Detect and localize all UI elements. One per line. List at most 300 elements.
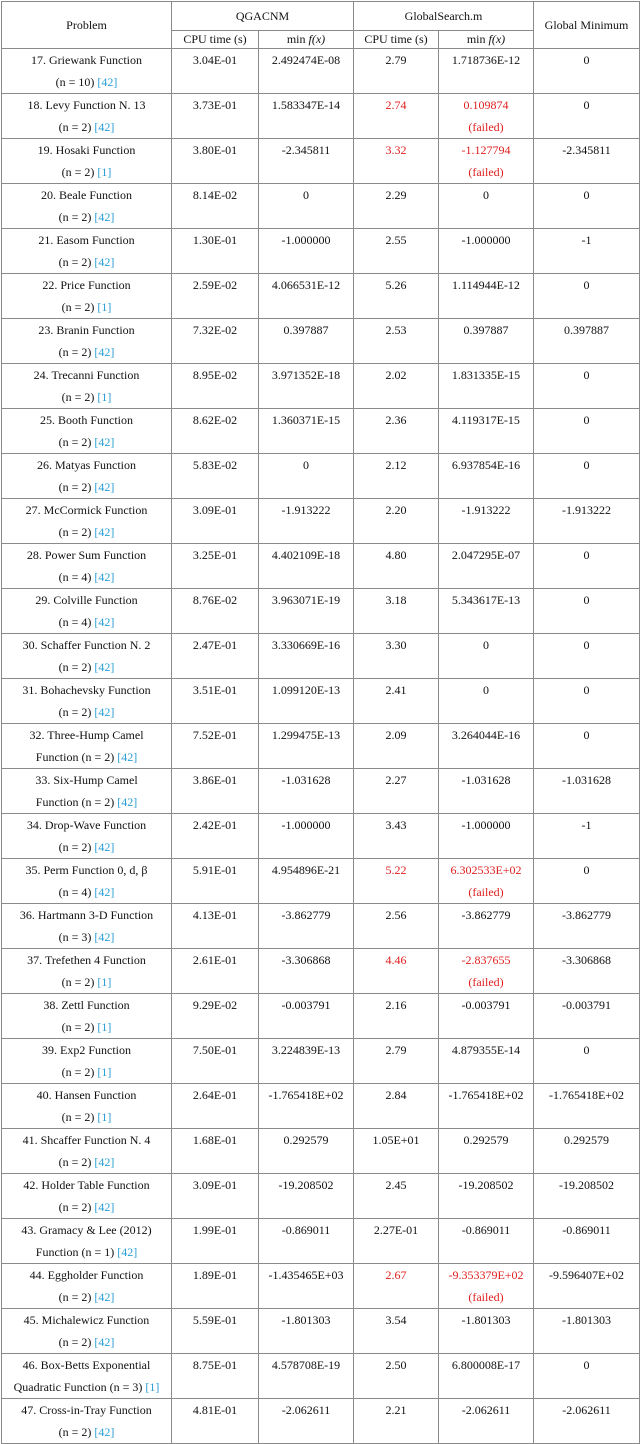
globalsearch-cpu-cell: 2.02 — [354, 364, 439, 409]
global-minimum-cell: -3.862779 — [534, 904, 640, 949]
qgacnm-cpu-cell: 2.61E-01 — [172, 949, 259, 994]
problem-dimension: Function (n = 2) — [35, 795, 118, 809]
problem-cell — [2, 139, 172, 184]
problem-name: 41. Shcaffer Function N. 4 — [22, 1133, 151, 1147]
qgacnm-min-cell: -0.003791 — [259, 994, 354, 1039]
globalsearch-min-value: -1.000000 — [461, 233, 511, 247]
problem-name: 18. Levy Function N. 13 — [27, 98, 146, 112]
citation-link[interactable]: [1] — [97, 1065, 112, 1079]
table-row — [2, 1354, 640, 1399]
global-minimum-cell: 0 — [534, 589, 640, 634]
globalsearch-min-value: 0.397887 — [463, 323, 509, 337]
problem-dimension: (n = 2) — [58, 840, 95, 854]
qgacnm-min-cell: 1.583347E-14 — [259, 94, 354, 139]
problem-cell — [2, 1219, 172, 1264]
qgacnm-min-cell: 0.292579 — [259, 1129, 354, 1174]
globalsearch-min-value: -2.837655 — [461, 953, 511, 967]
qgacnm-min-cell: -1.031628 — [259, 769, 354, 814]
globalsearch-min-cell — [439, 139, 534, 184]
globalsearch-min-value: 6.937854E-16 — [451, 458, 521, 472]
problem-dimension: (n = 2) — [61, 300, 98, 314]
table-row — [2, 544, 640, 589]
table-row — [2, 1264, 640, 1309]
globalsearch-min-cell — [439, 1399, 534, 1444]
problem-name: 24. Trecanni Function — [33, 368, 140, 382]
problem-dimension: (n = 10) — [55, 75, 98, 89]
globalsearch-min-value: 0.292579 — [463, 1133, 509, 1147]
header-problem: Problem — [2, 2, 172, 49]
problem-dimension: (n = 2) — [58, 660, 95, 674]
globalsearch-min-cell — [439, 319, 534, 364]
global-minimum-cell: 0 — [534, 544, 640, 589]
results-body — [2, 49, 640, 1444]
qgacnm-cpu-cell: 1.30E-01 — [172, 229, 259, 274]
problem-cell — [2, 769, 172, 814]
problem-cell — [2, 724, 172, 769]
qgacnm-min-cell: -1.000000 — [259, 229, 354, 274]
globalsearch-cpu-cell: 2.36 — [354, 409, 439, 454]
globalsearch-min-value: -1.031628 — [461, 773, 511, 787]
qgacnm-min-cell: -3.306868 — [259, 949, 354, 994]
citation-link[interactable]: [42] — [117, 795, 138, 809]
globalsearch-min-value: -2.062611 — [461, 1403, 511, 1417]
failed-label: (failed) — [468, 885, 504, 899]
problem-cell — [2, 1129, 172, 1174]
citation-link[interactable]: [42] — [94, 1425, 115, 1439]
globalsearch-cpu-cell: 5.26 — [354, 274, 439, 319]
globalsearch-min-cell — [439, 994, 534, 1039]
problem-name: 38. Zettl Function — [43, 998, 130, 1012]
global-minimum-cell: -1 — [534, 814, 640, 859]
problem-name: 42. Holder Table Function — [23, 1178, 150, 1192]
citation-link[interactable]: [1] — [97, 975, 112, 989]
globalsearch-min-value: -0.003791 — [461, 998, 511, 1012]
problem-dimension: (n = 3) — [58, 930, 95, 944]
qgacnm-min-cell: -1.801303 — [259, 1309, 354, 1354]
global-minimum-cell: -1.031628 — [534, 769, 640, 814]
qgacnm-min-cell: 4.402109E-18 — [259, 544, 354, 589]
globalsearch-min-cell — [439, 634, 534, 679]
qgacnm-min-cell: 3.330669E-16 — [259, 634, 354, 679]
problem-dimension: (n = 2) — [61, 390, 98, 404]
problem-name: 37. Trefethen 4 Function — [27, 953, 146, 967]
problem-name: 25. Booth Function — [39, 413, 133, 427]
citation-link[interactable]: [42] — [94, 840, 115, 854]
table-row — [2, 319, 640, 364]
problem-dimension: (n = 2) — [58, 210, 95, 224]
problem-dimension: (n = 2) — [58, 255, 95, 269]
citation-link[interactable]: [42] — [117, 750, 138, 764]
problem-dimension: (n = 2) — [58, 1155, 95, 1169]
table-row — [2, 814, 640, 859]
globalsearch-cpu-cell: 2.20 — [354, 499, 439, 544]
table-row — [2, 499, 640, 544]
problem-cell — [2, 409, 172, 454]
problem-name: 32. Three-Hump Camel — [29, 728, 144, 742]
qgacnm-min-cell: -0.869011 — [259, 1219, 354, 1264]
globalsearch-min-cell — [439, 679, 534, 724]
citation-link[interactable]: [1] — [97, 1110, 112, 1124]
globalsearch-min-cell — [439, 94, 534, 139]
problem-name: 40. Hansen Function — [36, 1088, 137, 1102]
global-minimum-cell: -1.913222 — [534, 499, 640, 544]
table-row — [2, 1219, 640, 1264]
table-row — [2, 679, 640, 724]
citation-link[interactable]: [42] — [94, 930, 115, 944]
table-row — [2, 1399, 640, 1444]
global-minimum-cell: 0 — [534, 184, 640, 229]
problem-dimension: (n = 2) — [58, 1425, 95, 1439]
qgacnm-min-cell: 0 — [259, 184, 354, 229]
globalsearch-cpu-cell: 2.09 — [354, 724, 439, 769]
global-minimum-cell: 0 — [534, 679, 640, 724]
citation-link[interactable]: [1] — [97, 300, 112, 314]
qgacnm-min-cell: -1.765418E+02 — [259, 1084, 354, 1129]
problem-dimension: (n = 4) — [58, 615, 95, 629]
globalsearch-min-value: -1.801303 — [461, 1313, 511, 1327]
globalsearch-min-value: 6.800008E-17 — [451, 1358, 521, 1372]
problem-cell — [2, 1264, 172, 1309]
table-row — [2, 229, 640, 274]
globalsearch-cpu-cell: 3.32 — [354, 139, 439, 184]
globalsearch-cpu-cell: 2.21 — [354, 1399, 439, 1444]
qgacnm-min-cell: -2.345811 — [259, 139, 354, 184]
globalsearch-min-cell — [439, 769, 534, 814]
qgacnm-cpu-cell: 4.81E-01 — [172, 1399, 259, 1444]
table-row — [2, 634, 640, 679]
qgacnm-cpu-cell: 3.09E-01 — [172, 1174, 259, 1219]
globalsearch-cpu-cell: 2.29 — [354, 184, 439, 229]
problem-name: 21. Easom Function — [38, 233, 135, 247]
globalsearch-min-cell — [439, 1219, 534, 1264]
globalsearch-min-value: 6.302533E+02 — [450, 863, 522, 877]
globalsearch-min-value: 4.879355E-14 — [451, 1043, 521, 1057]
table-row — [2, 769, 640, 814]
header-global-minimum: Global Minimum — [534, 2, 640, 49]
table-row — [2, 859, 640, 904]
citation-link[interactable]: [42] — [94, 885, 115, 899]
globalsearch-cpu-cell: 3.18 — [354, 589, 439, 634]
global-minimum-cell: -0.003791 — [534, 994, 640, 1039]
global-minimum-cell: -1.765418E+02 — [534, 1084, 640, 1129]
qgacnm-min-cell: 3.963071E-19 — [259, 589, 354, 634]
problem-dimension: (n = 2) — [58, 1290, 95, 1304]
globalsearch-cpu-cell: 2.27 — [354, 769, 439, 814]
global-minimum-cell: 0 — [534, 94, 640, 139]
globalsearch-min-cell — [439, 364, 534, 409]
globalsearch-min-cell — [439, 1309, 534, 1354]
global-minimum-cell: 0 — [534, 634, 640, 679]
table-row — [2, 1309, 640, 1354]
citation-link[interactable]: [1] — [97, 1020, 112, 1034]
globalsearch-min-value: -19.208502 — [458, 1178, 514, 1192]
min-label: min — [286, 32, 309, 46]
problem-dimension: (n = 2) — [58, 525, 95, 539]
problem-cell — [2, 454, 172, 499]
globalsearch-min-cell — [439, 544, 534, 589]
problem-dimension: (n = 2) — [61, 1020, 98, 1034]
table-row — [2, 589, 640, 634]
problem-name: 27. McCormick Function — [25, 503, 148, 517]
qgacnm-min-cell: -3.862779 — [259, 904, 354, 949]
problem-name: 17. Griewank Function — [31, 53, 142, 67]
table-row — [2, 454, 640, 499]
qgacnm-min-cell: 2.492474E-08 — [259, 49, 354, 94]
globalsearch-cpu-cell: 3.30 — [354, 634, 439, 679]
qgacnm-min-cell: -1.435465E+03 — [259, 1264, 354, 1309]
citation-link[interactable]: [42] — [94, 660, 115, 674]
globalsearch-min-value: -1.127794 — [461, 143, 511, 157]
globalsearch-min-value: 0 — [483, 188, 489, 202]
citation-link[interactable]: [42] — [117, 1245, 138, 1259]
qgacnm-min-cell: 0 — [259, 454, 354, 499]
problem-cell — [2, 859, 172, 904]
citation-link[interactable]: [42] — [94, 345, 115, 359]
globalsearch-min-cell — [439, 229, 534, 274]
table-row — [2, 724, 640, 769]
globalsearch-min-value: 1.718736E-12 — [451, 53, 521, 67]
globalsearch-min-value: -1.765418E+02 — [448, 1088, 524, 1102]
citation-link[interactable]: [1] — [145, 1380, 160, 1394]
globalsearch-cpu-cell: 2.74 — [354, 94, 439, 139]
subheader-qgacnm-min — [259, 31, 354, 49]
citation-link[interactable]: [42] — [94, 1200, 115, 1214]
problem-dimension: (n = 2) — [61, 1065, 98, 1079]
qgacnm-cpu-cell: 3.09E-01 — [172, 499, 259, 544]
globalsearch-cpu-cell: 2.67 — [354, 1264, 439, 1309]
qgacnm-cpu-cell: 7.52E-01 — [172, 724, 259, 769]
citation-link[interactable]: [42] — [94, 570, 115, 584]
qgacnm-cpu-cell: 8.14E-02 — [172, 184, 259, 229]
problem-name: 47. Cross-in-Tray Function — [21, 1403, 152, 1417]
qgacnm-cpu-cell: 1.89E-01 — [172, 1264, 259, 1309]
globalsearch-min-value: 0 — [483, 638, 489, 652]
qgacnm-min-cell: 1.099120E-13 — [259, 679, 354, 724]
globalsearch-min-value: 3.264044E-16 — [451, 728, 521, 742]
table-row — [2, 184, 640, 229]
globalsearch-min-value: -1.913222 — [461, 503, 511, 517]
problem-dimension: (n = 2) — [58, 480, 95, 494]
problem-cell — [2, 184, 172, 229]
table-row — [2, 1129, 640, 1174]
globalsearch-min-value: 0.109874 — [463, 98, 509, 112]
globalsearch-min-value: 2.047295E-07 — [451, 548, 521, 562]
problem-dimension: (n = 2) — [58, 120, 95, 134]
header-qgacnm: QGACNM — [172, 2, 354, 31]
problem-name: 29. Colville Function — [35, 593, 138, 607]
problem-dimension: (n = 2) — [58, 1200, 95, 1214]
problem-cell — [2, 634, 172, 679]
globalsearch-cpu-cell: 4.46 — [354, 949, 439, 994]
subheader-globalsearch-min — [439, 31, 534, 49]
problem-cell — [2, 274, 172, 319]
globalsearch-min-value: 4.119317E-15 — [452, 413, 520, 427]
problem-cell — [2, 544, 172, 589]
qgacnm-min-cell: -1.000000 — [259, 814, 354, 859]
qgacnm-min-cell: 4.954896E-21 — [259, 859, 354, 904]
problem-cell — [2, 589, 172, 634]
table-row — [2, 949, 640, 994]
problem-dimension: (n = 2) — [58, 435, 95, 449]
citation-link[interactable]: [42] — [94, 120, 115, 134]
citation-link[interactable]: [42] — [94, 525, 115, 539]
globalsearch-min-cell — [439, 1039, 534, 1084]
globalsearch-cpu-cell: 2.79 — [354, 49, 439, 94]
qgacnm-cpu-cell: 8.62E-02 — [172, 409, 259, 454]
globalsearch-min-cell — [439, 1264, 534, 1309]
table-row — [2, 994, 640, 1039]
failed-label: (failed) — [468, 165, 504, 179]
global-minimum-cell: -19.208502 — [534, 1174, 640, 1219]
problem-dimension: (n = 2) — [58, 705, 95, 719]
globalsearch-min-cell — [439, 859, 534, 904]
globalsearch-min-cell — [439, 274, 534, 319]
problem-cell — [2, 1039, 172, 1084]
globalsearch-min-value: 5.343617E-13 — [451, 593, 521, 607]
globalsearch-min-value: 1.114944E-12 — [452, 278, 520, 292]
problem-cell — [2, 904, 172, 949]
globalsearch-min-cell — [439, 589, 534, 634]
citation-link[interactable]: [1] — [97, 390, 112, 404]
problem-name: 20. Beale Function — [41, 188, 132, 202]
qgacnm-cpu-cell: 8.95E-02 — [172, 364, 259, 409]
global-minimum-cell: 0 — [534, 364, 640, 409]
problem-name: 31. Bohachevsky Function — [22, 683, 151, 697]
citation-link[interactable]: [42] — [94, 1335, 115, 1349]
qgacnm-cpu-cell: 2.47E-01 — [172, 634, 259, 679]
failed-label: (failed) — [468, 975, 504, 989]
qgacnm-cpu-cell: 3.51E-01 — [172, 679, 259, 724]
qgacnm-cpu-cell: 8.75E-01 — [172, 1354, 259, 1399]
problem-cell — [2, 814, 172, 859]
qgacnm-cpu-cell: 2.64E-01 — [172, 1084, 259, 1129]
citation-link[interactable]: [42] — [94, 1290, 115, 1304]
problem-cell — [2, 994, 172, 1039]
globalsearch-min-cell — [439, 454, 534, 499]
problem-name: 35. Perm Function 0, d, β — [25, 863, 148, 877]
qgacnm-min-cell: 1.360371E-15 — [259, 409, 354, 454]
table-row — [2, 274, 640, 319]
citation-link[interactable]: [42] — [94, 1155, 115, 1169]
qgacnm-min-cell: 1.299475E-13 — [259, 724, 354, 769]
globalsearch-min-cell — [439, 814, 534, 859]
globalsearch-cpu-cell: 2.16 — [354, 994, 439, 1039]
qgacnm-min-cell: 4.578708E-19 — [259, 1354, 354, 1399]
problem-cell — [2, 1399, 172, 1444]
citation-link[interactable]: [42] — [97, 75, 118, 89]
global-minimum-cell: -2.345811 — [534, 139, 640, 184]
globalsearch-min-cell — [439, 499, 534, 544]
problem-cell — [2, 499, 172, 544]
table-row — [2, 364, 640, 409]
globalsearch-cpu-cell: 2.45 — [354, 1174, 439, 1219]
globalsearch-cpu-cell: 3.54 — [354, 1309, 439, 1354]
problem-cell — [2, 679, 172, 724]
results-table — [1, 1, 640, 1444]
global-minimum-cell: 0 — [534, 409, 640, 454]
globalsearch-min-cell — [439, 1354, 534, 1399]
problem-name: 33. Six-Hump Camel — [35, 773, 138, 787]
citation-link[interactable]: [42] — [94, 705, 115, 719]
globalsearch-cpu-cell: 2.53 — [354, 319, 439, 364]
globalsearch-cpu-cell: 2.27E-01 — [354, 1219, 439, 1264]
qgacnm-cpu-cell: 7.50E-01 — [172, 1039, 259, 1084]
problem-name: 28. Power Sum Function — [26, 548, 147, 562]
citation-link[interactable]: [42] — [94, 480, 115, 494]
qgacnm-cpu-cell: 7.32E-02 — [172, 319, 259, 364]
globalsearch-cpu-cell: 2.55 — [354, 229, 439, 274]
qgacnm-cpu-cell: 2.59E-02 — [172, 274, 259, 319]
problem-cell — [2, 1309, 172, 1354]
problem-name: 46. Box-Betts Exponential — [22, 1358, 151, 1372]
qgacnm-min-cell: 4.066531E-12 — [259, 274, 354, 319]
problem-name: 26. Matyas Function — [37, 458, 136, 472]
citation-link[interactable]: [42] — [94, 255, 115, 269]
qgacnm-cpu-cell: 5.83E-02 — [172, 454, 259, 499]
table-row — [2, 139, 640, 184]
problem-dimension: (n = 2) — [58, 1335, 95, 1349]
problem-dimension: (n = 4) — [58, 885, 95, 899]
globalsearch-min-cell — [439, 904, 534, 949]
problem-cell — [2, 1084, 172, 1129]
citation-link[interactable]: [42] — [94, 210, 115, 224]
problem-cell — [2, 49, 172, 94]
qgacnm-cpu-cell: 3.04E-01 — [172, 49, 259, 94]
globalsearch-cpu-cell: 2.56 — [354, 904, 439, 949]
global-minimum-cell: -1 — [534, 229, 640, 274]
citation-link[interactable]: [42] — [94, 615, 115, 629]
globalsearch-min-value: 1.831335E-15 — [451, 368, 521, 382]
globalsearch-cpu-cell: 3.43 — [354, 814, 439, 859]
globalsearch-min-value: -3.862779 — [461, 908, 511, 922]
globalsearch-cpu-cell: 4.80 — [354, 544, 439, 589]
globalsearch-cpu-cell: 5.22 — [354, 859, 439, 904]
qgacnm-cpu-cell: 5.59E-01 — [172, 1309, 259, 1354]
qgacnm-min-cell: -1.913222 — [259, 499, 354, 544]
citation-link[interactable]: [1] — [97, 165, 112, 179]
table-row — [2, 94, 640, 139]
qgacnm-min-cell: -2.062611 — [259, 1399, 354, 1444]
problem-cell — [2, 364, 172, 409]
global-minimum-cell: 0 — [534, 724, 640, 769]
problem-cell — [2, 1174, 172, 1219]
problem-dimension: Function (n = 2) — [35, 750, 118, 764]
failed-label: (failed) — [468, 120, 504, 134]
problem-name: 36. Hartmann 3-D Function — [19, 908, 154, 922]
globalsearch-min-cell — [439, 409, 534, 454]
global-minimum-cell: 0.397887 — [534, 319, 640, 364]
globalsearch-min-value: -0.869011 — [461, 1223, 511, 1237]
qgacnm-min-cell: 3.224839E-13 — [259, 1039, 354, 1084]
globalsearch-min-cell — [439, 1174, 534, 1219]
citation-link[interactable]: [42] — [94, 435, 115, 449]
qgacnm-cpu-cell: 1.68E-01 — [172, 1129, 259, 1174]
qgacnm-cpu-cell: 3.80E-01 — [172, 139, 259, 184]
qgacnm-min-cell: 0.397887 — [259, 319, 354, 364]
global-minimum-cell: 0 — [534, 859, 640, 904]
table-row — [2, 1039, 640, 1084]
globalsearch-min-cell — [439, 1129, 534, 1174]
subheader-globalsearch-cpu: CPU time (s) — [354, 31, 439, 49]
problem-cell — [2, 1354, 172, 1399]
table-row — [2, 1174, 640, 1219]
global-minimum-cell: 0 — [534, 1354, 640, 1399]
problem-dimension: (n = 2) — [61, 975, 98, 989]
globalsearch-min-cell — [439, 184, 534, 229]
globalsearch-cpu-cell: 2.50 — [354, 1354, 439, 1399]
global-minimum-cell: 0 — [534, 1039, 640, 1084]
problem-cell — [2, 319, 172, 364]
